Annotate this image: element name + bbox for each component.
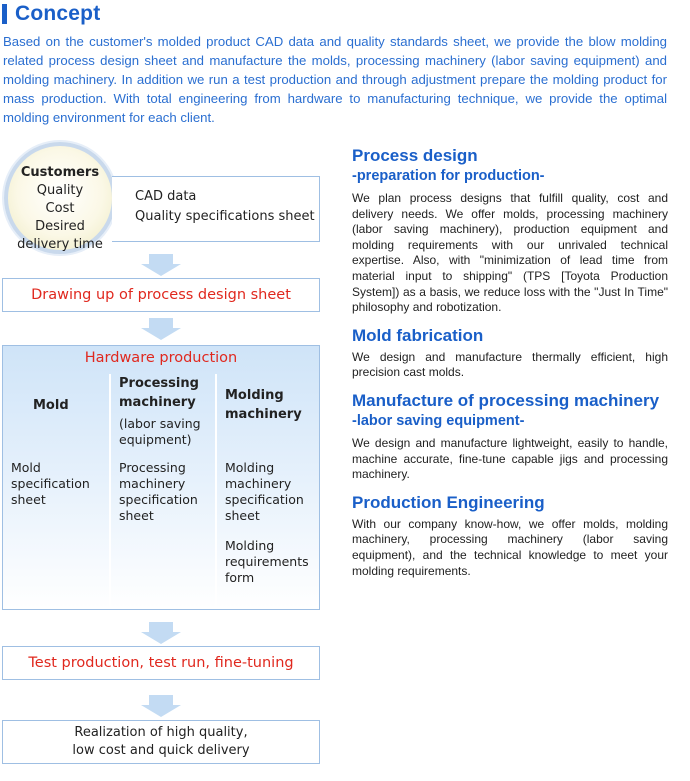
spec-line: sheet <box>11 492 46 507</box>
section-body: With our company know-how, we offer molds, molding machinery, processing machinery (labor saving equipment), and the technical knowledge to meet your molding requirements. <box>352 516 668 578</box>
final-result-box <box>2 720 320 764</box>
processing-machinery-column <box>109 374 215 607</box>
process-design-step: Drawing up of process design sheet <box>2 278 320 312</box>
hardware-title: Hardware production <box>84 350 238 366</box>
column-extra <box>225 538 309 586</box>
spec-line: Processing <box>119 460 186 475</box>
section-body: We design and manufacture thermally efficient, high precision cast molds. <box>352 349 668 380</box>
molding-machinery-column <box>215 374 319 607</box>
spec-line: specification <box>225 492 304 507</box>
process-diagram <box>0 140 340 781</box>
column-head: Mold <box>33 398 69 413</box>
section-body: We plan process designs that fulfill quality, cost and delivery needs. We offer molds, processing machinery (labor saving machinery), production equipment and molding requirements with our unrivaled technical expertise. Also, with "minimization of lead time from material input to shipping" (TPS [Toyota Production System]) as a basis, we reduce loss with the "Just In Time" philosophy and robotization. <box>352 191 668 315</box>
service-sections <box>352 146 668 589</box>
section-process-design <box>352 146 668 316</box>
customers-line: Cost <box>45 201 75 216</box>
section-title: Mold fabrication <box>352 325 484 345</box>
head-line: machinery <box>119 395 196 410</box>
column-head <box>119 374 215 412</box>
section-mold-fabrication <box>352 326 668 381</box>
spec-line: machinery <box>119 476 186 491</box>
section-body: We design and manufacture lightweight, easily to handle, machine accurate, fine-tune capable jigs and processing machinery. <box>352 435 668 482</box>
extra-line: Molding <box>225 538 275 553</box>
extra-line: requirements <box>225 554 309 569</box>
down-arrow-icon <box>141 622 181 644</box>
customers-circle <box>4 142 116 254</box>
customers-line: delivery time <box>17 237 103 252</box>
spec-line: specification <box>11 476 90 491</box>
header-accent-bar <box>2 4 7 24</box>
spec-line: specification <box>119 492 198 507</box>
test-production-step: Test production, test run, fine-tuning <box>2 646 320 680</box>
cad-data-box <box>112 176 320 242</box>
down-arrow-icon <box>141 318 181 340</box>
head-line: Molding <box>225 388 284 403</box>
spec-line: sheet <box>225 508 260 523</box>
column-head <box>225 386 319 424</box>
customers-line: Desired <box>35 219 85 234</box>
column-spec <box>225 460 304 524</box>
customers-line: Quality <box>36 183 84 198</box>
column-sub <box>119 416 215 448</box>
head-line: machinery <box>225 407 302 422</box>
concept-header <box>0 2 100 26</box>
hardware-production-box <box>2 345 320 610</box>
section-subtitle: -labor saving equipment- <box>352 412 525 429</box>
cad-line: CAD data <box>135 189 197 204</box>
column-spec <box>11 460 90 508</box>
section-title: Manufacture of processing machinery <box>352 390 660 410</box>
extra-line: form <box>225 570 255 585</box>
page-title: Concept <box>15 2 101 25</box>
down-arrow-icon <box>141 695 181 717</box>
section-subtitle: -preparation for production- <box>352 168 545 184</box>
head-line: Processing <box>119 376 199 391</box>
cad-line: Quality specifications sheet <box>135 209 315 224</box>
final-line: Realization of high quality, <box>74 725 248 740</box>
section-production-engineering <box>352 493 668 579</box>
spec-line: sheet <box>119 508 154 523</box>
column-spec <box>119 460 198 524</box>
spec-line: machinery <box>225 476 292 491</box>
section-title: Process design <box>352 146 478 165</box>
customers-title: Customers <box>20 165 100 180</box>
section-processing-machinery <box>352 391 668 483</box>
mold-column <box>3 374 109 607</box>
section-title: Production Engineering <box>352 492 545 512</box>
spec-line: Molding <box>225 460 275 475</box>
intro-paragraph: Based on the customer's molded product CAD data and quality standards sheet, we provide the blow molding related process design sheet and manufacture the molds, processing machinery (labor saving equipment) and molding machinery. In addition we run a test production and through adjustment prepare the molding product for mass production. With total engineering from hardware to manufacturing technique, we provide the optimal molding environment for each client. <box>3 34 667 125</box>
sub-line: (labor saving <box>119 416 201 431</box>
sub-line: equipment) <box>119 432 192 447</box>
final-line: low cost and quick delivery <box>72 743 250 758</box>
spec-line: Mold <box>11 460 41 475</box>
down-arrow-icon <box>141 254 181 276</box>
